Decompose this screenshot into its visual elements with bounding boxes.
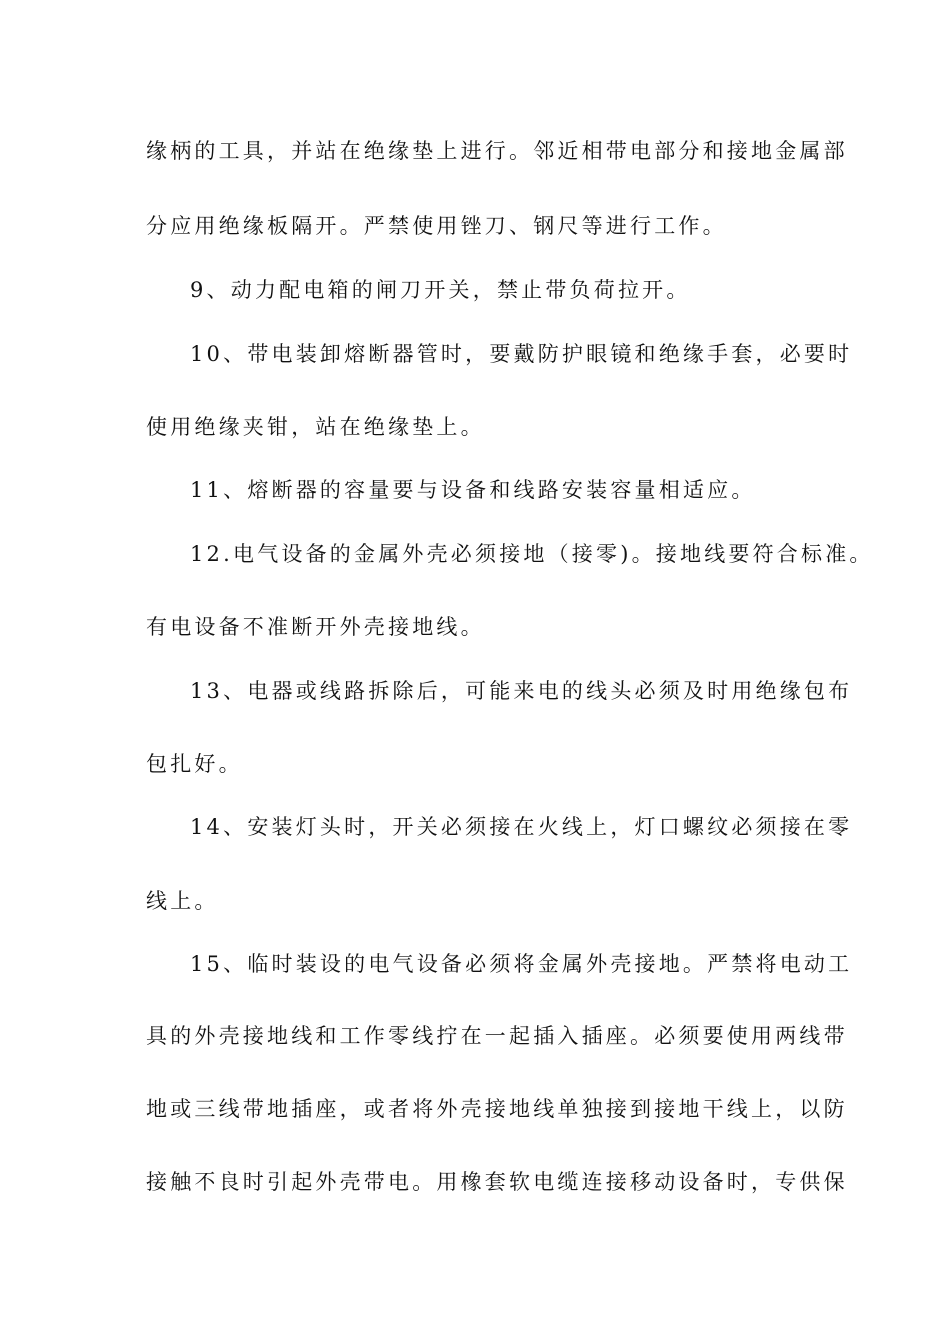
text-line-2: 分应用绝缘板隔开。严禁使用锉刀、钢尺等进行工作。 bbox=[146, 214, 727, 238]
text-line-12: 线上。 bbox=[146, 889, 219, 913]
text-line-7: 12.电气设备的金属外壳必须接地（接零)。接地线要符合标准。 bbox=[190, 542, 874, 566]
text-line-3: 9、动力配电箱的闸刀开关，禁止带负荷拉开。 bbox=[190, 278, 691, 302]
text-line-9: 13、电器或线路拆除后，可能来电的线头必须及时用绝缘包布 bbox=[190, 679, 853, 703]
text-line-8: 有电设备不准断开外壳接地线。 bbox=[146, 615, 485, 639]
text-line-11: 14、安装灯头时，开关必须接在火线上，灯口螺纹必须接在零 bbox=[190, 815, 853, 839]
text-line-15: 地或三线带地插座，或者将外壳接地线单独接到接地干线上，以防 bbox=[146, 1097, 848, 1121]
text-line-10: 包扎好。 bbox=[146, 752, 243, 776]
text-line-14: 具的外壳接地线和工作零线拧在一起插入插座。必须要使用两线带 bbox=[146, 1024, 848, 1048]
text-line-16: 接触不良时引起外壳带电。用橡套软电缆连接移动设备时，专供保 bbox=[146, 1170, 848, 1194]
text-line-1: 缘柄的工具，并站在绝缘垫上进行。邻近相带电部分和接地金属部 bbox=[146, 139, 848, 163]
text-line-5: 使用绝缘夹钳，站在绝缘垫上。 bbox=[146, 415, 485, 439]
text-line-6: 11、熔断器的容量要与设备和线路安装容量相适应。 bbox=[190, 478, 756, 502]
text-line-13: 15、临时装设的电气设备必须将金属外壳接地。严禁将电动工 bbox=[190, 952, 853, 976]
text-line-4: 10、带电装卸熔断器管时，要戴防护眼镜和绝缘手套，必要时 bbox=[190, 342, 853, 366]
